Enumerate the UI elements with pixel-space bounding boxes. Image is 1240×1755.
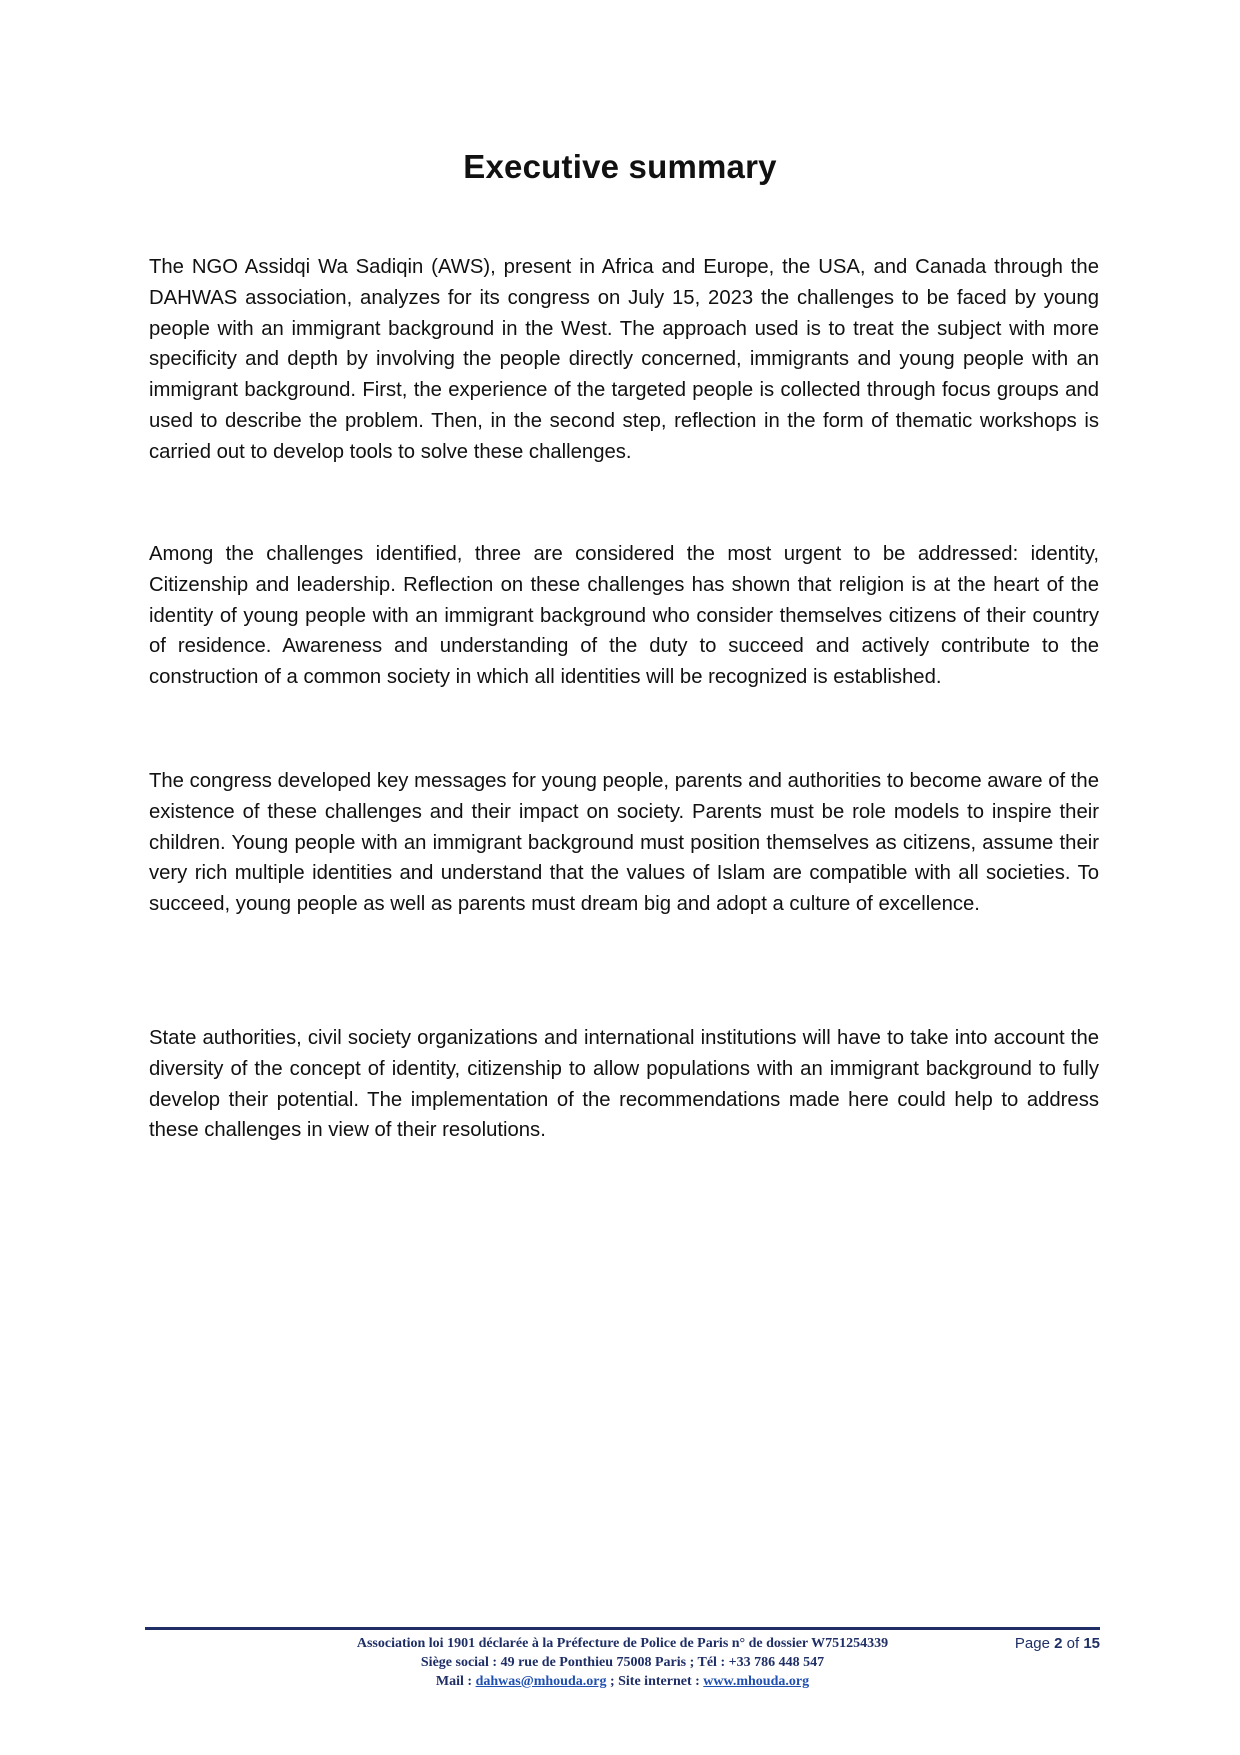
footer-mail-label: Mail : (435, 1674, 473, 1689)
page-prefix: Page (1014, 1635, 1050, 1652)
page-number (1015, 1634, 1100, 1653)
footer-association-line (145, 1634, 1100, 1653)
page-footer (145, 1634, 1100, 1691)
page-of: of (1066, 1635, 1080, 1652)
footer-association: Association loi 1901 déclarée à la Préfecture de Police de Paris n° de dossier W751254339 (356, 1636, 889, 1651)
paragraph-authorities: State authorities, civil society organizations and international institutions will have to take into account the diversity of the concept of identity, citizenship to allow populations with an immigrant background to fully develop their potential. The implementation of the recommendations made here could help to address these challenges in view of their resolutions. (149, 1027, 1099, 1142)
footer-address: Siège social : 49 rue de Ponthieu 75008 Paris ; Tél : +33 786 448 547 (420, 1655, 825, 1670)
page-total: 15 (1083, 1635, 1100, 1652)
footer-site-link[interactable]: www.mhouda.org (703, 1674, 810, 1689)
footer-contact-line (145, 1672, 1100, 1691)
paragraph-challenges: Among the challenges identified, three are considered the most urgent to be addressed: identity, Citizenship and leadership. Reflection on these challenges has shown that religion is at the heart of the identity of young people with an immigrant background who consider themselves citizens of their country of residence. Awareness and understanding of the duty to succeed and actively contribute to the construction of a common society in which all identities will be recognized is established. (149, 543, 1099, 689)
page-title: Executive summary (463, 148, 777, 185)
footer-divider (145, 1627, 1100, 1630)
paragraph-intro: The NGO Assidqi Wa Sadiqin (AWS), present in Africa and Europe, the USA, and Canada through the DAHWAS association, analyzes for its congress on July 15, 2023 the challenges to be faced by young people with an immigrant background in the West. The approach used is to treat the subject with more specificity and depth by involving the people directly concerned, immigrants and young people with an immigrant background. First, the experience of the targeted people is collected through focus groups and used to describe the problem. Then, in the second step, reflection in the form of thematic workshops is carried out to develop tools to solve these challenges. (149, 256, 1099, 463)
footer-site-label: ; Site internet : (609, 1674, 700, 1689)
page-current: 2 (1054, 1635, 1063, 1652)
footer-mail-link[interactable]: dahwas@mhouda.org (475, 1674, 607, 1689)
paragraph-key-messages: The congress developed key messages for young people, parents and authorities to become aware of the existence of these challenges and their impact on society. Parents must be role models to inspire their children. Young people with an immigrant background must position themselves as citizens, assume their very rich multiple identities and understand that the values of Islam are compatible with all societies. To succeed, young people as well as parents must dream big and adopt a culture of excellence. (149, 770, 1099, 916)
